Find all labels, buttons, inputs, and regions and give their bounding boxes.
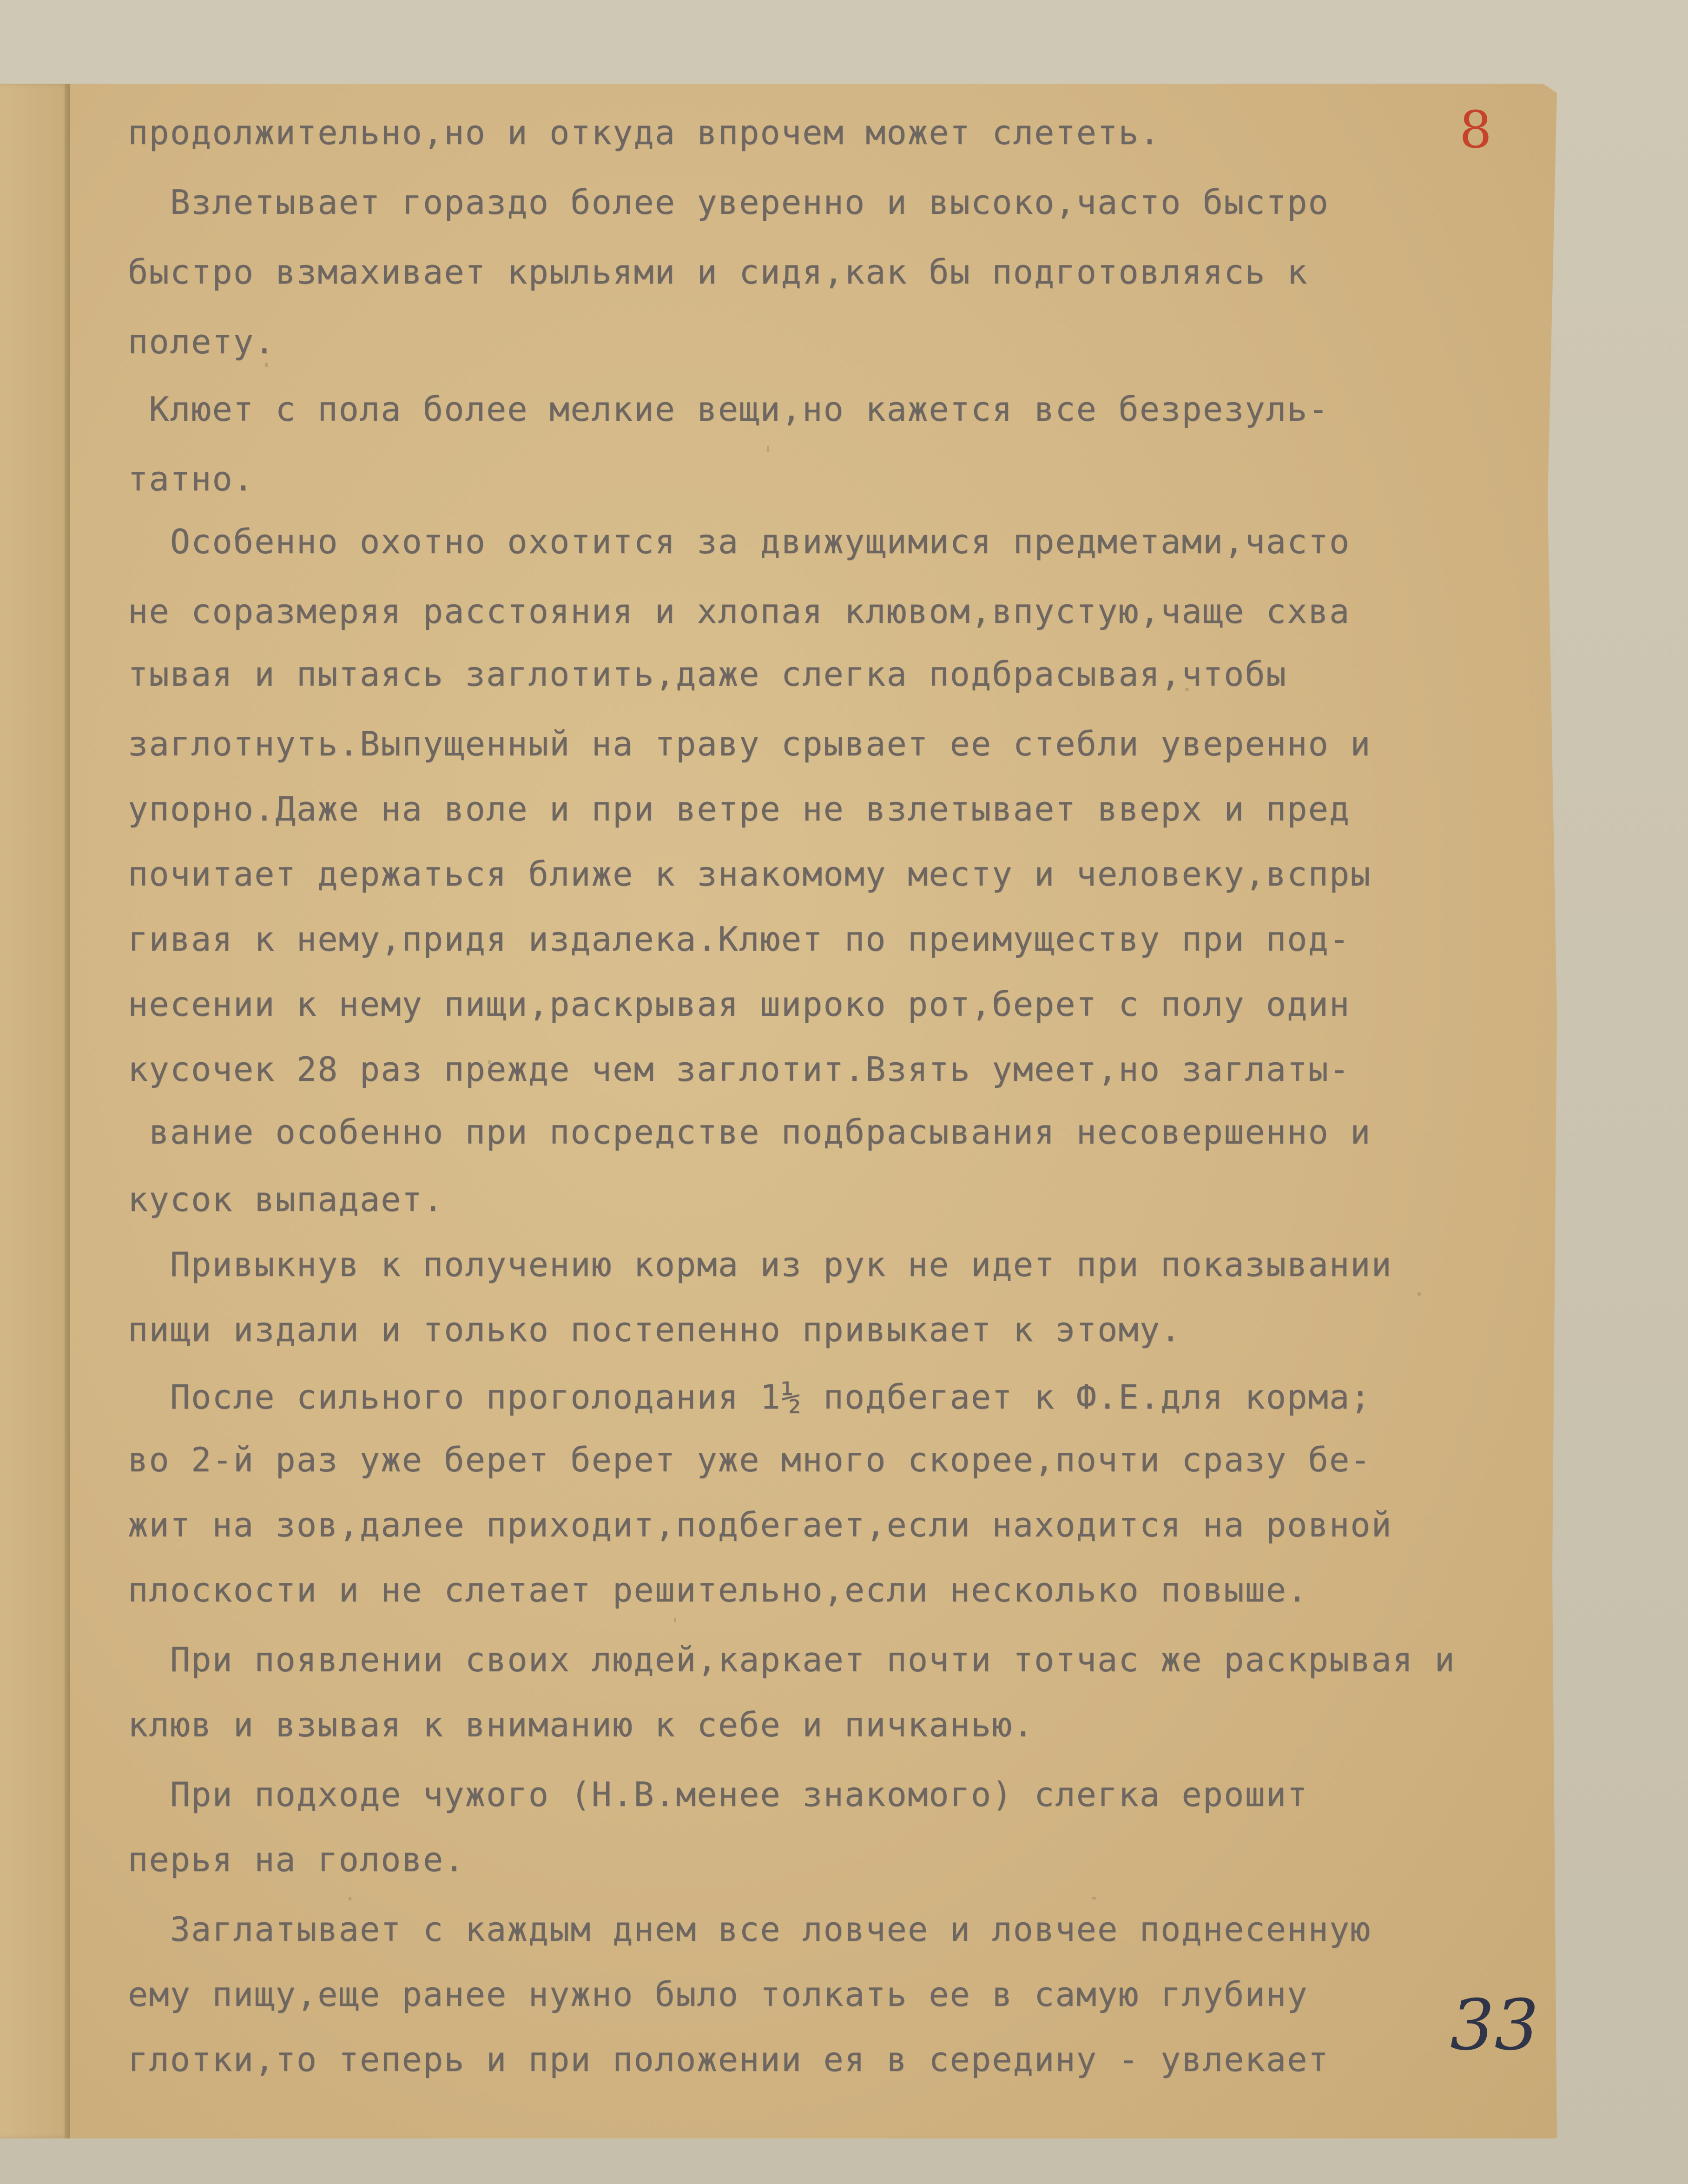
text-line-23: плоскости и не слетает решительно,если несколько повыше. — [128, 1570, 1308, 1609]
text-line-16: вание особенно при посредстве подбрасывания несовершенно и — [128, 1112, 1372, 1152]
archive-page-number: 33 — [1450, 1985, 1539, 2066]
text-line-22: жит на зов,далее приходит,подбегает,если находится на ровной — [128, 1505, 1392, 1544]
text-line-15: кусочек 28 раз прежде чем заглотит.Взять умеет,но заглаты- — [128, 1050, 1351, 1089]
text-line-4: полету. — [128, 322, 276, 361]
text-line-19: пищи издали и только постепенно привыкает к этому. — [128, 1310, 1182, 1349]
text-line-26: При подходе чужого (Н.В.менее знакомого) слегка ерошит — [128, 1775, 1308, 1814]
text-line-6: татно. — [128, 459, 255, 498]
binding-fold — [65, 84, 69, 2138]
text-line-5: Клюет с пола более мелкие вещи,но кажется все безрезуль- — [128, 390, 1329, 429]
text-line-1: продолжительно,но и откуда впрочем может слететь. — [128, 113, 1161, 152]
folio-number-red: 8 — [1459, 100, 1492, 159]
text-line-8: не соразмеряя расстояния и хлопая клювом,впустую,чаще схва — [128, 592, 1351, 631]
text-line-28: Заглатывает с каждым днем все ловчее и ловчее поднесенную — [128, 1910, 1372, 1949]
text-line-7: Особенно охотно охотится за движущимися предметами,часто — [128, 522, 1351, 561]
text-line-14: несении к нему пищи,раскрывая широко рот,берет с полу один — [128, 985, 1351, 1024]
text-line-17: кусок выпадает. — [128, 1180, 444, 1219]
text-line-12: почитает держаться ближе к знакомому месту и человеку,вспры — [128, 854, 1372, 893]
text-line-29: ему пищу,еще ранее нужно было толкать ее в самую глубину — [128, 1975, 1308, 2014]
text-line-11: упорно.Даже на воле и при ветре не взлетывает вверх и пред — [128, 789, 1351, 828]
text-line-27: перья на голове. — [128, 1840, 465, 1879]
typewritten-text — [70, 84, 1557, 2138]
text-line-13: гивая к нему,придя издалека.Клюет по преимуществу при под- — [128, 920, 1351, 959]
text-line-24: При появлении своих людей,каркает почти тотчас же раскрывая и — [128, 1640, 1456, 1679]
text-line-2: Взлетывает гораздо более уверенно и высоко,часто быстро — [128, 183, 1329, 222]
adjacent-page-edge — [0, 84, 70, 2138]
text-line-10: заглотнуть.Выпущенный на траву срывает ее стебли уверенно и — [128, 724, 1372, 763]
text-line-20: После сильного проголодания 1½ подбегает к Ф.Е.для корма; — [128, 1377, 1372, 1416]
text-line-3: быстро взмахивает крыльями и сидя,как бы подготовляясь к — [128, 252, 1308, 291]
text-line-18: Привыкнув к получению корма из рук не идет при показывании — [128, 1245, 1392, 1284]
text-line-21: во 2-й раз уже берет берет уже много скорее,почти сразу бе- — [128, 1440, 1372, 1479]
text-line-9: тывая и пытаясь заглотить,даже слегка подбрасывая,чтобы — [128, 655, 1287, 694]
text-line-25: клюв и взывая к вниманию к себе и пичканью. — [128, 1705, 1034, 1744]
text-line-30: глотки,то теперь и при положении ея в середину - увлекает — [128, 2040, 1329, 2079]
